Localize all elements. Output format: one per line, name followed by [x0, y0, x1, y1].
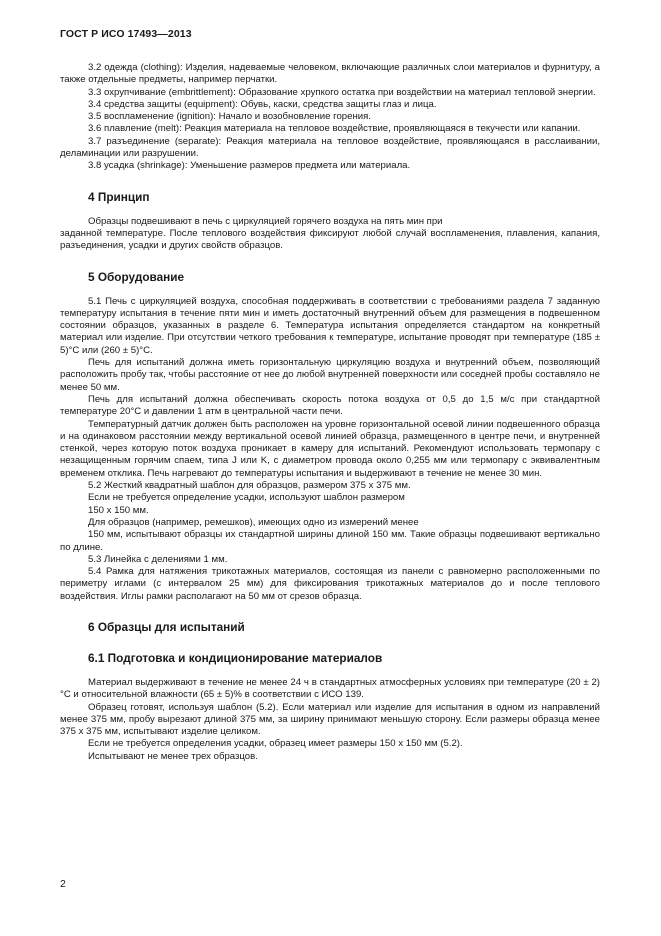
document-header: ГОСТ Р ИСО 17493—2013 — [60, 28, 192, 40]
section-6-1-title: 6.1 Подготовка и кондиционирование материалов — [88, 650, 383, 665]
definition-3-5: 3.5 воспламенение (ignition): Начало и возобновление горения. — [88, 111, 371, 123]
definition-3-4: 3.4 средства защиты (equipment): Обувь, каски, средства защиты глаз и лица. — [88, 98, 437, 110]
section-5-title: 5 Оборудование — [88, 269, 185, 284]
section-5-paragraph: 5.1 Печь с циркуляцией воздуха, способная поддерживать в соответствии с требованиями раздела 7 заданную температуру испытания в течение пяти мин и иметь достаточный внутренний объем для размещения в подвешенном состоянии образцов, указанных в разделе 6. Температура испытания определяется стандартом на конкретный материал или изделие. При отсутствии четкого требования к температуре, испытание проводят при температуре (185 ± 5)°C или (260 ± 5)°C. — [60, 295, 600, 356]
section-4-paragraph: заданной температуре. После теплового воздействия фиксируют любой случай воспламенения, плавления, капания, разъединения, усадки и других свойств образцов. — [60, 227, 600, 252]
section-5-paragraph: 5.2 Жесткий квадратный шаблон для образцов, размером 375 x 375 мм. — [88, 480, 411, 492]
section-5-paragraph: 5.3 Линейка с делениями 1 мм. — [88, 553, 228, 565]
definition-3-6: 3.6 плавление (melt): Реакция материала на тепловое воздействие, проявляющаяся в текучести или капании. — [88, 123, 581, 135]
definition-3-8: 3.8 усадка (shrinkage): Уменьшение размеров предмета или материала. — [88, 160, 411, 172]
section-5-paragraph: Печь для испытаний должна обеспечивать скорость потока воздуха от 0,5 до 1,5 м/с при стандартной температуре 20°C и давлении 1 атм в центральной части печи. — [60, 393, 600, 418]
section-5-paragraph: Если не требуется определение усадки, используют шаблон размером — [88, 492, 405, 504]
section-5-paragraph: 150 мм, испытывают образцы их стандартной ширины длиной 150 мм. Такие образцы подвешивают вертикально по длине. — [60, 529, 600, 553]
page-number: 2 — [60, 878, 66, 890]
section-6-paragraph: Образец готовят, используя шаблон (5.2). Если материал или изделие для испытания в одном из направлений менее 375 мм, пробу вырезают длиной 375 мм, за ширину принимают меньшую сторону. Если размеры образца менее 375 x 375 мм, испытывают изделие целиком. — [60, 701, 600, 738]
section-5-paragraph: Температурный датчик должен быть расположен на уровне горизонтальной осевой линии подвешенного образца и на одинаковом расстоянии между вертикальной осевой линией образца, размещенного в центре печи, и внутренней стенкой, через которую поток воздуха проникает в камеру для испытаний. Рекомендуют использовать термопару с незащищенным горячим спаем, типа J или K, с диаметром провода около 0,255 мм или термопару с эквивалентным временем отклика. Печь нагревают до температуры испытания и выдерживают в течение не менее 30 мин. — [60, 418, 600, 479]
section-5-paragraph: Печь для испытаний должна иметь горизонтальную циркуляцию воздуха и внутренний объем, позволяющий расположить пробу так, чтобы расстояние от нее до любой внутренней поверхности или соседней пробы составляло не менее 50 мм. — [60, 357, 600, 393]
section-5-paragraph: 5.4 Рамка для натяжения трикотажных материалов, состоящая из панели с равномерно расположенными по периметру иглами (с интервалом 25 мм) для фиксирования трикотажных материалов до и после теплового воздействия. Иглы рамки располагают на 50 мм от срезов образца. — [60, 566, 600, 602]
definition-3-3: 3.3 охрупчивание (embrittlement): Образование хрупкого остатка при воздействии на материал тепловой энергии. — [88, 86, 596, 98]
document-body — [60, 62, 600, 763]
section-4-title: 4 Принцип — [88, 189, 150, 204]
section-4-paragraph: Образцы подвешивают в печь с циркуляцией горячего воздуха на пять мин при — [88, 215, 443, 227]
definition-3-7: 3.7 разъединение (separate): Реакция материала на тепловое воздействие, проявляющаяся в расслаивании, деламинации или разрушении. — [60, 135, 600, 160]
section-6-paragraph: Испытывают не менее трех образцов. — [88, 750, 258, 762]
section-6-paragraph: Материал выдерживают в течение не менее 24 ч в стандартных атмосферных условиях при температуре (20 ± 2)°C и относительной влажности (65 ± 5)% в соответствии с ИСО 139. — [60, 676, 600, 701]
section-5-paragraph: 150 x 150 мм. — [88, 504, 149, 516]
section-6-title: 6 Образцы для испытаний — [88, 619, 245, 634]
definition-3-2: 3.2 одежда (clothing): Изделия, надеваемые человеком, включающие различных слои материалов и фурнитуру, а также отдельные предметы, например перчатки. — [60, 62, 600, 86]
section-6-paragraph: Если не требуется определения усадки, образец имеет размеры 150 x 150 мм (5.2). — [88, 738, 463, 750]
section-5-paragraph: Для образцов (например, ремешков), имеющих одно из измерений менее — [88, 516, 419, 528]
